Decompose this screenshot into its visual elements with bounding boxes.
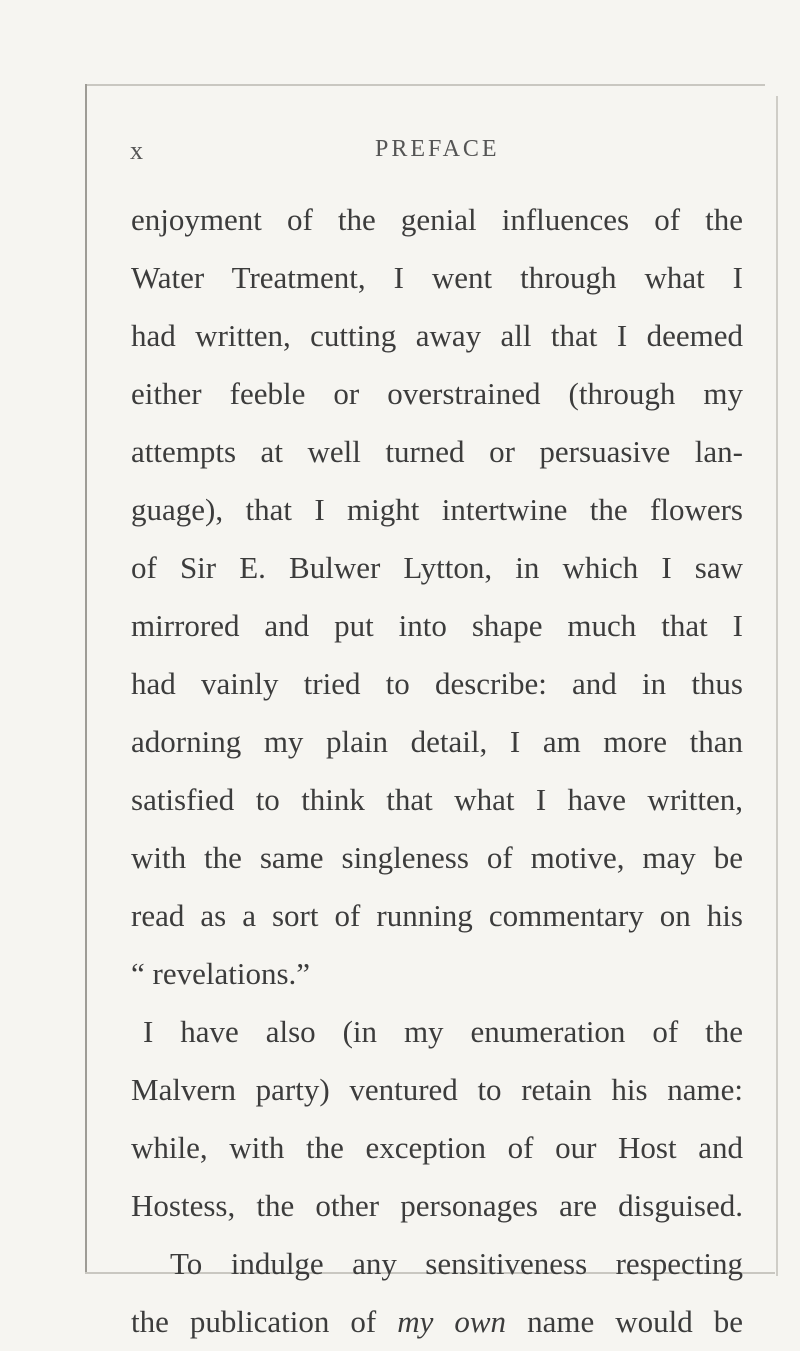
paragraph-first-line: I have also (in my enumeration of the — [143, 1014, 743, 1049]
text-fragment: the publication of — [131, 1304, 398, 1339]
text-fragment: name would be — [506, 1304, 743, 1339]
text-line: adorning my plain detail, I am more than — [131, 724, 743, 759]
italic-phrase: my own — [397, 1304, 507, 1339]
page-right-edge — [776, 96, 778, 1276]
text-line: read as a sort of running commentary on his — [131, 898, 743, 933]
text-line: satisfied to think that what I have written, — [131, 782, 743, 817]
text-line: had vainly tried to describe: and in thus — [131, 666, 743, 701]
text-line: “ revelations.” — [131, 956, 311, 991]
text-line: enjoyment of the genial influences of the — [131, 202, 743, 237]
text-line-last — [131, 1293, 743, 1351]
text-line: Hostess, the other personages are disguised. — [131, 1188, 743, 1223]
text-line: of Sir E. Bulwer Lytton, in which I saw — [131, 550, 743, 585]
page-header — [130, 136, 750, 172]
page-number: x — [130, 136, 145, 165]
text-line: while, with the exception of our Host and — [131, 1130, 743, 1165]
body-text — [131, 191, 743, 1351]
text-line: guage), that I might intertwine the flowers — [131, 492, 743, 527]
text-line: mirrored and put into shape much that I — [131, 608, 743, 643]
text-line: with the same singleness of motive, may be — [131, 840, 743, 875]
page-top-border — [85, 84, 765, 86]
text-line: had written, cutting away all that I deemed — [131, 318, 743, 353]
running-head: PREFACE — [375, 136, 500, 162]
page-left-edge — [85, 84, 87, 1274]
text-line: attempts at well turned or persuasive lan- — [131, 434, 743, 469]
paragraph-first-line: To indulge any sensitiveness respecting — [170, 1246, 743, 1281]
text-line: either feeble or overstrained (through my — [131, 376, 743, 411]
text-line: Water Treatment, I went through what I — [131, 260, 743, 295]
text-line: Malvern party) ventured to retain his name: — [131, 1072, 743, 1107]
